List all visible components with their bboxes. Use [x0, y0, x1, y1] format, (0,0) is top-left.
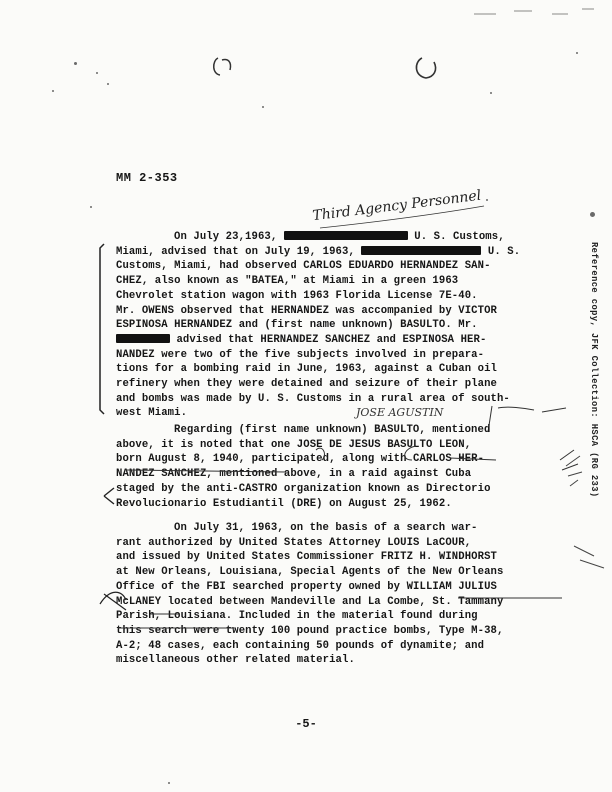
scan-speck: [90, 206, 92, 208]
text-fragment: On July 23,1963,: [174, 231, 278, 243]
text-line: this search were twenty 100 pound practice bombs, Type M-38,: [116, 624, 504, 637]
text-line: born August 8, 1940, participated, along with CARLOS HER-: [116, 453, 485, 466]
margin-bracket: [90, 240, 110, 416]
margin-scribbles-right: [560, 420, 612, 570]
text-fragment: advised that HERNANDEZ SANCHEZ and ESPINOSA HER-: [176, 333, 487, 346]
text-line: refinery when they were detained and seizure of their plane: [116, 378, 497, 391]
redaction-bar: [116, 334, 170, 343]
text-line: NANDEZ SANCHEZ, mentioned above, in a raid against Cuba: [116, 468, 472, 481]
file-number: MM 2-353: [116, 171, 178, 185]
text-line: at New Orleans, Louisiana, Special Agents of the New Orleans: [116, 566, 504, 579]
text-line: On July 31, 1963, on the basis of a search war-: [174, 522, 478, 534]
redaction-bar: [361, 246, 481, 255]
text-line: [116, 245, 564, 260]
reference-copy-stamp: Reference copy, JFK Collection: HSCA (RG 233): [589, 242, 599, 498]
text-fragment: U. S. Customs,: [414, 231, 505, 243]
text-line: [116, 230, 564, 245]
page-number: -5-: [295, 717, 317, 731]
text-line: ESPINOSA HERNANDEZ and (first name unknown) BASULTO. Mr.: [116, 319, 478, 332]
text-line: Regarding (first name unknown) BASULTO, mentioned: [174, 424, 491, 436]
text-line: Chevrolet station wagon with 1963 Florida License 7E-40.: [116, 289, 478, 302]
handwritten-name: JOSE AGUSTIN: [356, 406, 444, 419]
text-line: staged by the anti-CASTRO organization known as Directorio: [116, 482, 491, 495]
redaction-bar: [284, 231, 408, 240]
text-line: Customs, Miami, had observed CARLOS EDUARDO HERNANDEZ SAN-: [116, 260, 491, 273]
text-line: Mr. OWENS observed that HERNANDEZ was accompanied by VICTOR: [116, 304, 497, 317]
text-fragment: U. S.: [487, 245, 521, 258]
text-line: A-2; 48 cases, each containing 50 pounds of dynamite; and: [116, 639, 485, 652]
scan-speck: [52, 90, 54, 92]
text-line: NANDEZ were two of the five subjects involved in prepara-: [116, 348, 485, 361]
text-line: and issued by United States Commissioner FRITZ H. WINDHORST: [116, 551, 497, 564]
text-line: rant authorized by United States Attorney LOUIS LaCOUR,: [116, 536, 472, 549]
punch-hole-mark-left: [206, 48, 242, 84]
punch-hole-mark-right: [408, 50, 448, 86]
handwritten-underline: [316, 198, 491, 234]
scan-speck: [262, 106, 264, 108]
scan-speck: [96, 72, 98, 74]
text-line: tions for a bombing raid in June, 1963, against a Cuban oil: [116, 363, 497, 376]
mclaney-markings: [96, 580, 576, 630]
paragraph-markings: [100, 430, 600, 510]
scan-speck: [576, 52, 578, 54]
paragraph-customs: [116, 230, 564, 421]
text-line: McLANEY located between Mandeville and La Combe, St. Tammany: [116, 595, 504, 608]
top-edge-marks: [470, 0, 612, 30]
text-line: Office of the FBI searched property owned by WILLIAM JULIUS: [116, 580, 497, 593]
text-line: Revolucionario Estudiantil (DRE) on August 25, 1962.: [116, 497, 452, 510]
text-line: CHEZ, also known as "BATEA," at Miami in a green 1963: [116, 275, 459, 288]
scan-speck: [168, 782, 170, 784]
text-line: west Miami.: [116, 407, 188, 420]
scan-speck: [590, 212, 595, 217]
text-line: Parish, Louisiana. Included in the material found during: [116, 610, 478, 623]
text-line: above, it is noted that one JOSE DE JESUS BASULTO LEON,: [116, 438, 472, 451]
text-line: and bombs was made by U. S. Customs in a rural area of south-: [116, 392, 510, 405]
text-fragment: Miami, advised that on July 19, 1963,: [116, 245, 355, 258]
handwritten-heading: Third Agency Personnel: [311, 187, 483, 225]
scan-speck: [107, 83, 109, 85]
scan-speck: [490, 92, 492, 94]
text-line: miscellaneous other related material.: [116, 654, 355, 667]
text-line: [116, 333, 564, 348]
scan-speck: [74, 62, 77, 65]
